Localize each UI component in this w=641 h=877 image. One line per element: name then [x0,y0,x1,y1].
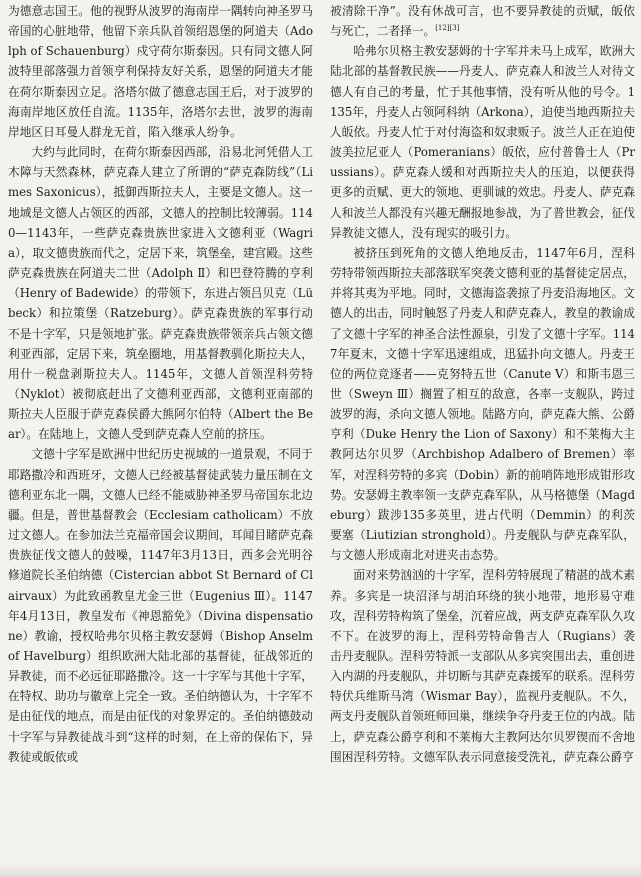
paragraph: 面对来势汹汹的十字军，涅科劳特展现了精湛的战术素养。多宾是一块沼泽与胡泊环绕的狭小地带，地形易守难攻，涅科劳特构筑了堡垒，沉着应战，两支萨克森军队久攻不下。在波罗的海上，涅科劳特命鲁吉人（Rugians）袭击丹麦舰队。涅科劳特派一支部队从多宾突围出去，重创进入内湖的丹麦舰队，并切断与其萨克森援军的联系。涅科劳特伏兵维斯马湾（Wismar Bay），监视丹麦舰队。不久，两支丹麦舰队首领班师回巢，继续争夺丹麦王位的内战。陆上，萨克森公爵亨利和不莱梅大主教阿达尔贝罗锲而不舍地围困涅科劳特。文德军队表示同意接受洗礼，萨克森公爵亨 [330,568,635,764]
paragraph-continuation [330,1,635,41]
continuation-text: 被清除干净”。没有休战可言，也不要异教徒的贡赋，皈依与死亡，二者择一。 [330,4,635,39]
footnote-reference: [12][3] [435,24,460,33]
page-bottom-edge [0,863,641,877]
two-column-text [8,0,635,877]
right-column [330,0,635,877]
paragraph: 大约与此同时，在荷尔斯泰因西部，沿易北河凭借人工木障与天然森林，萨克森人建立了所谓的“萨克森防线”（Limes Saxonicus），抵御西斯拉夫人，主要是文德人。这一地域是文德人占领区的西部，文德人的控制比较薄弱。1140—1143年，一些萨克森贵族世家进入文德利亚（Wagria），取文德贵族而代之，定居下来，筑堡垒，建宫殿。这些萨克森贵族在阿道夫二世（Adolph Ⅱ）和巴登符腾的亨利（Henry of Badewide）的带领下，东进占领吕贝克（Lübeck）和拉策堡（Ratzeburg）。萨克森贵族的军事行动不是十字军，只是领地扩张。萨克森贵族带领亲兵占领文德利亚西部，定居下来，筑垒圈地，用基督教驯化斯拉夫人，用什一税盘剥斯拉夫人。1145年，文德人首领涅科劳特（Nyklot）被彻底赶出了文德利亚西部，文德利亚南部的斯拉夫人臣服于萨克森侯爵大熊阿尔伯特（Albert the Bear）。在陆地上，文德人受到萨克森人空前的挤压。 [8,145,313,442]
paragraph: 哈弗尔贝格主教安瑟姆的十字军并未马上成军，欧洲大陆北部的基督教民族——丹麦人、萨克森人和波兰人对待文德人有自己的考量，忙于其他事情，没有听从他的号令。1135年，丹麦人占领阿科纳（Arkona），迫使当地西斯拉夫人皈依。丹麦人忙于对付海盗和奴隶贩子。波兰人正在迫使波美拉尼亚人（Pomeranians）皈依，应付普鲁士人（Prussians）。萨克森人缓和对西斯拉夫人的压迫，以便获得更多的贡赋、更大的领地、更驯诚的效忠。丹麦人、萨克森人和波兰人都没有兴趣无酬报地参战，为了普世教会，征伐异教徒文德人，没有现实的吸引力。 [330,44,635,240]
paragraph: 被挤压到死角的文德人绝地反击，1147年6月，涅科劳特带领西斯拉夫部落联军突袭文德利亚的基督徒定居点，并将其夷为平地。同时，文德海盗袭掠了丹麦沿海地区。文德人的出击，同时触怒了丹麦人和萨克森人，教皇的教谕成了文德十字军的神圣合法性源泉，引发了文德十字军。1147年夏末，文德十字军迅速组成，迅猛扑向文德人。丹麦王位的两位竞逐者——克努特五世（Canute Ⅴ）和斯韦恩三世（Sweyn Ⅲ）搁置了相互的敌意，各率一支舰队，跨过波罗的海，杀向文德人领地。陆路方向，萨克森大熊、公爵亨利（Duke Henry the Lion of Saxony）和不莱梅大主教阿达尔贝罗（Archbishop Adalbero of Bremen）率军，对涅科劳特的多宾（Dobin）新的前哨阵地形成钳形攻势。安瑟姆主教率领一支萨克森军队，从马格德堡（Magdeburg）跋涉135多英里，进占代明（Demmin）的利茨要塞（Liutizian stronghold）。丹麦舰队与萨克森军队，与文德人形成南北对进夹击态势。 [330,245,635,563]
paragraph: 为德意志国王。他的视野从波罗的海南岸一隅转向神圣罗马帝国的心脏地带，他留下亲兵队首领绍恩堡的阿道夫（Adolph of Schauenburg）戍守荷尔斯泰因。只有同文德人阿波特里部落强力首领亨利保持友好关系，恩堡的阿道夫才能在荷尔斯泰因立足。洛塔尔做了德意志国王后，对于波罗的海南岸地区放任自流。1135年，洛塔尔去世，波罗的海南岸地区日耳曼人群龙无首，陷入继承人纷争。 [8,4,313,139]
paragraph: 文德十字军是欧洲中世纪历史视域的一道景观，不同于耶路撒冷和西班牙，文德人已经被基督徒武装力量压制在文德利亚东北一隅，文德人已经不能威胁神圣罗马帝国东北边疆。但是，普世基督教会（Ecclesiam catholicam）不放过文德人。在参加法兰克福帝国会议期间，耳闻目睹萨克森贵族征伐文德人的鼓噪，1147年3月13日，西多会光明谷修道院长圣伯纳德（Cistercian abbot St Bernard of Clairvaux）为此致函教皇尤金三世（Eugenius Ⅲ）。1147年4月13日，教皇发布《神恩豁免》（Divina dispensatione）教谕，授权哈弗尔贝格主教安瑟姆（Bishop Anselm of Havelburg）组织欧洲大陆北部的基督徒，征战邻近的异教徒，而不必远征耶路撒冷。这一十字军与其他十字军，在特权、助功与徽章上完全一致。圣伯纳德认为，十字军不是由征伐的地点，而是由征伐的对象界定的。圣伯纳德鼓动十字军与异教徒战斗到“这样的时刻，在上帝的保佑下，异教徒或皈依或 [8,447,313,764]
left-column [8,0,313,877]
